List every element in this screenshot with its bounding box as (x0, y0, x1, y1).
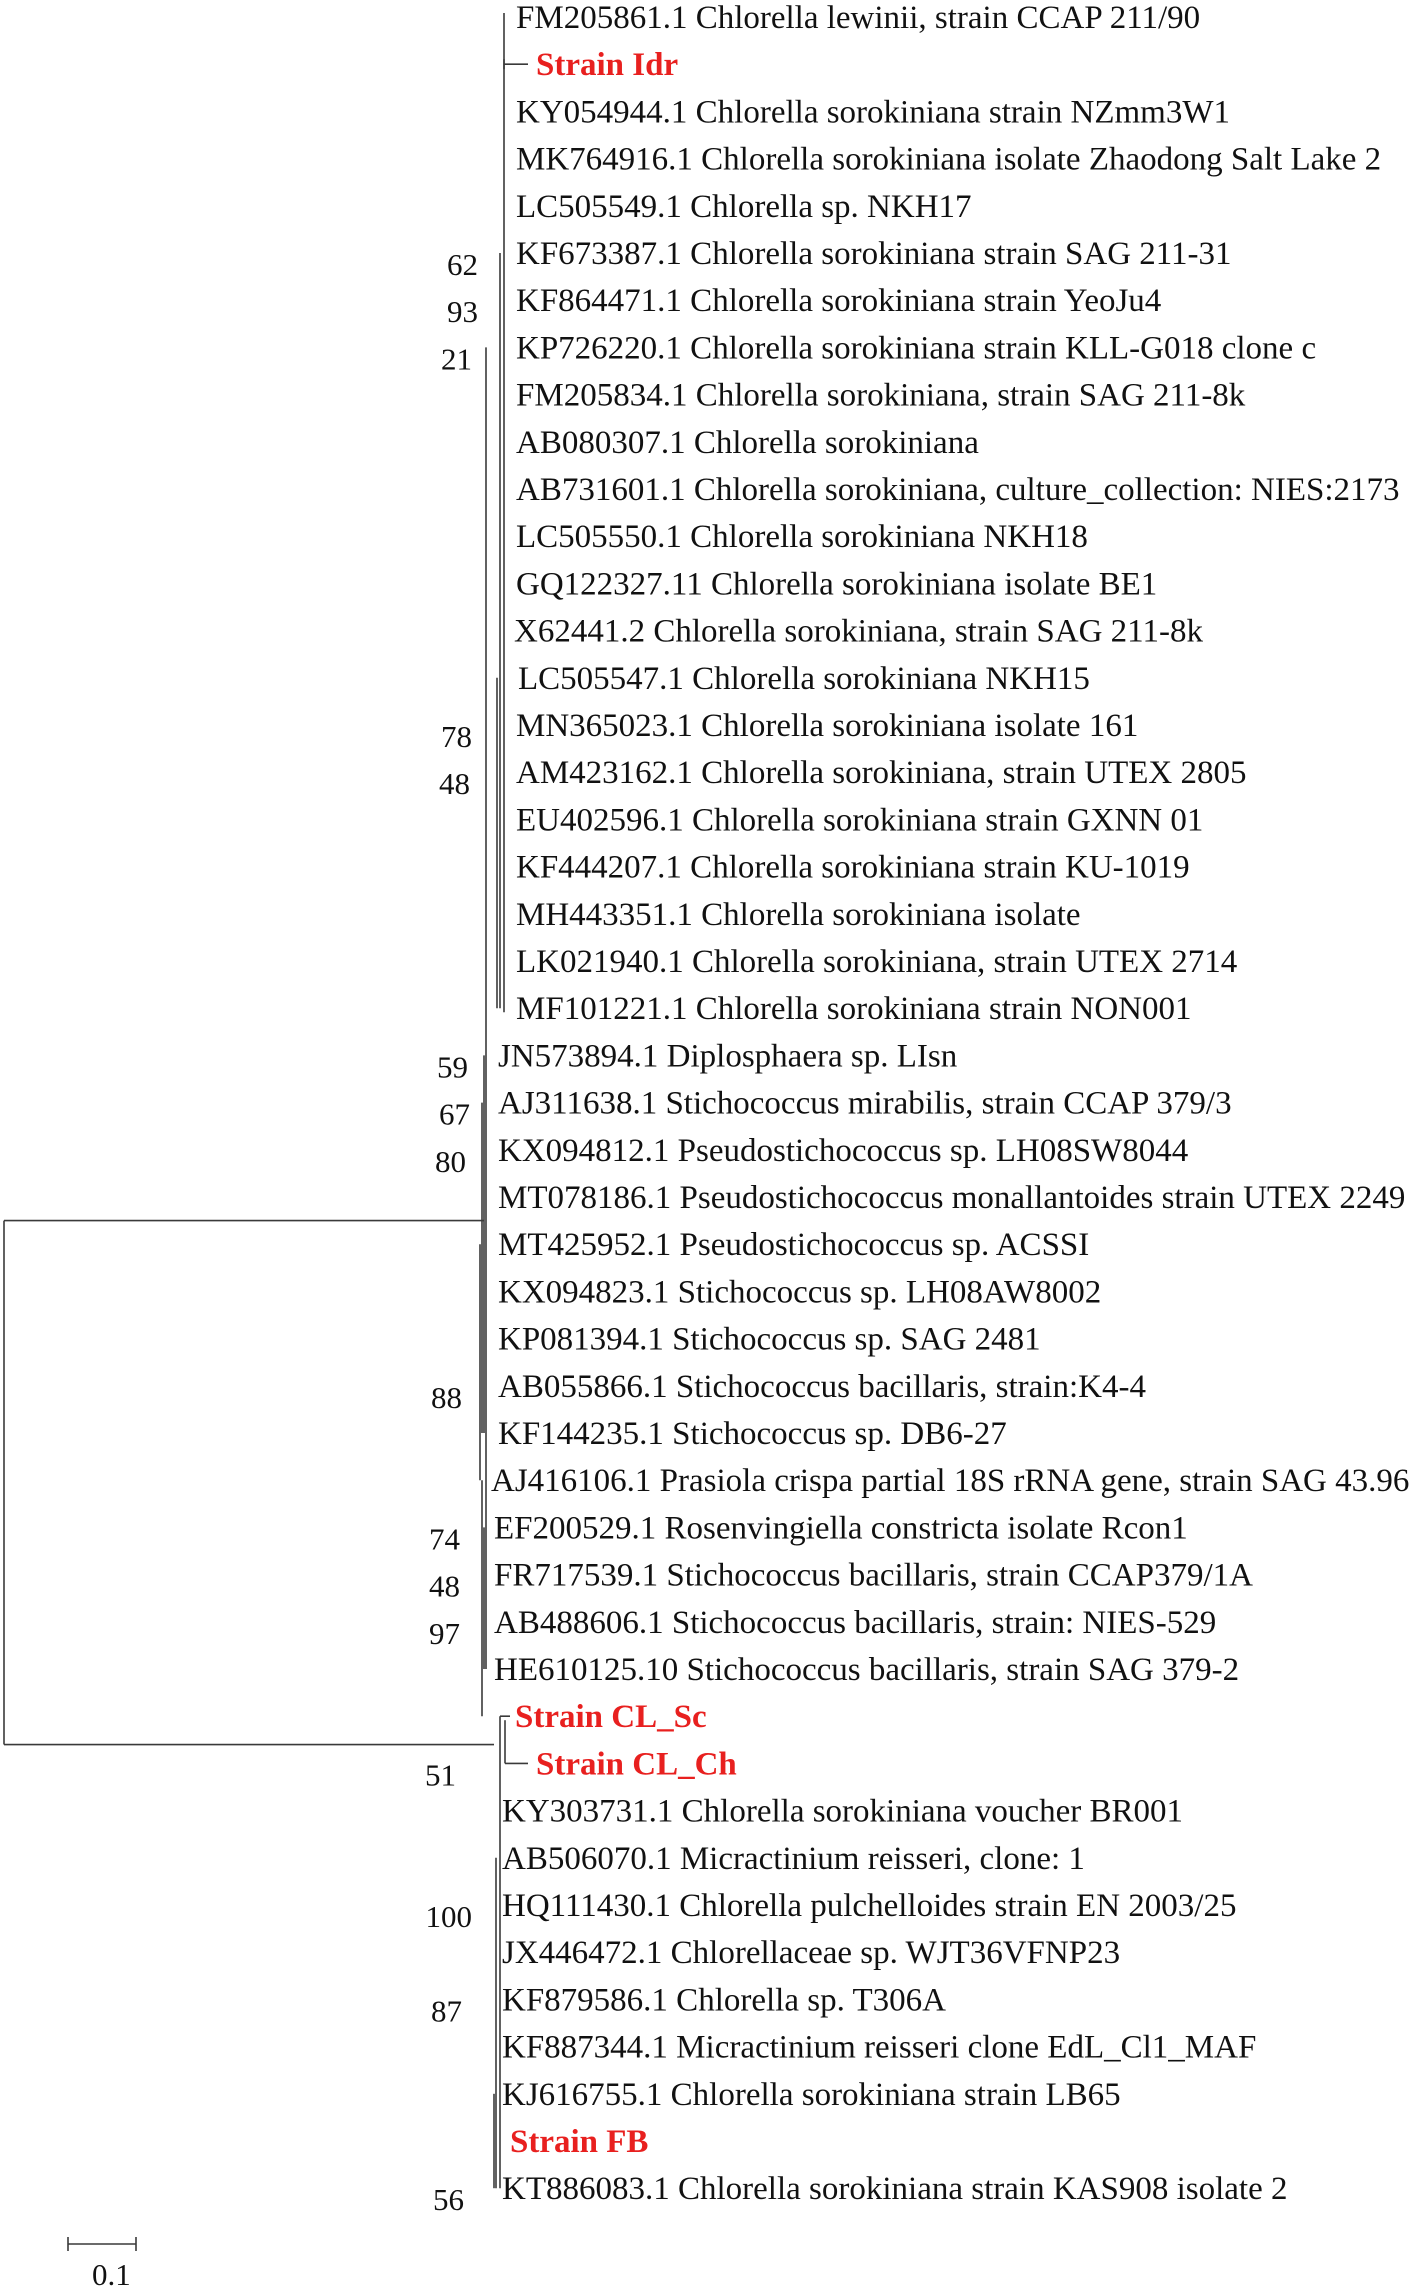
bootstrap-value: 78 (441, 719, 472, 754)
taxon-label: AB080307.1 Chlorella sorokiniana (516, 424, 979, 461)
bootstrap-value: 80 (435, 1143, 466, 1179)
taxon-label: MK764916.1 Chlorella sorokiniana isolate Zhaodong Salt Lake 2 (516, 141, 1382, 178)
taxon-label: MN365023.1 Chlorella sorokiniana isolate 161 (516, 708, 1139, 744)
taxon-label: AB055866.1 Stichococcus bacillaris, strain:K4-4 (498, 1368, 1146, 1405)
bootstrap-value: 100 (425, 1899, 472, 1934)
taxon-label: AB506070.1 Micractinium reisseri, clone: 1 (502, 1840, 1085, 1877)
taxon-label: LK021940.1 Chlorella sorokiniana, strain UTEX 2714 (516, 944, 1238, 980)
bootstrap-value: 48 (439, 766, 470, 802)
taxon-label: MH443351.1 Chlorella sorokiniana isolate (516, 896, 1081, 933)
bootstrap-value: 97 (429, 1615, 460, 1651)
taxon-label: EF200529.1 Rosenvingiella constricta isolate Rcon1 (494, 1510, 1188, 1547)
taxon-label: JN573894.1 Diplosphaera sp. LIsn (498, 1038, 958, 1075)
taxon-label: AM423162.1 Chlorella sorokiniana, strain UTEX 2805 (516, 755, 1247, 792)
taxon-label: MT425952.1 Pseudostichococcus sp. ACSSI (498, 1227, 1090, 1264)
taxon-label: FR717539.1 Stichococcus bacillaris, strain CCAP379/1A (494, 1557, 1253, 1594)
taxon-label: KX094812.1 Pseudostichococcus sp. LH08SW8044 (498, 1132, 1189, 1169)
taxon-label: LC505550.1 Chlorella sorokiniana NKH18 (516, 519, 1088, 556)
taxon-label: KF144235.1 Stichococcus sp. DB6-27 (498, 1416, 1007, 1452)
taxon-label: FM205834.1 Chlorella sorokiniana, strain SAG 211-8k (516, 377, 1246, 414)
bootstrap-value: 48 (429, 1568, 460, 1604)
taxon-label: KF887344.1 Micractinium reisseri clone EdL_Cl1_MAF (502, 2029, 1257, 2066)
bootstrap-value: 59 (437, 1049, 468, 1085)
taxon-label-highlighted: Strain CL_Ch (536, 1746, 737, 1783)
scale-bar (68, 2237, 136, 2290)
taxon-label: FM205861.1 Chlorella lewinii, strain CCAP 211/90 (516, 0, 1201, 36)
bootstrap-value: 21 (441, 341, 472, 377)
bootstrap-value: 74 (429, 1521, 460, 1557)
taxon-label-highlighted: Strain CL_Sc (515, 1699, 707, 1736)
taxon-label: AJ311638.1 Stichococcus mirabilis, strain CCAP 379/3 (498, 1085, 1232, 1122)
taxon-label: KF673387.1 Chlorella sorokiniana strain SAG 211-31 (516, 236, 1232, 272)
bootstrap-value: 87 (431, 1993, 462, 2029)
taxon-label: KP726220.1 Chlorella sorokiniana strain KLL-G018 clone c (516, 330, 1317, 367)
bootstrap-value: 88 (431, 1379, 462, 1415)
taxon-labels (491, 0, 1409, 2207)
taxon-label: KX094823.1 Stichococcus sp. LH08AW8002 (498, 1274, 1102, 1311)
bootstrap-value: 67 (439, 1096, 470, 1132)
taxon-label: JX446472.1 Chlorellaceae sp. WJT36VFNP23 (502, 1935, 1121, 1972)
taxon-label: AJ416106.1 Prasiola crispa partial 18S rRNA gene, strain SAG 43.96 (491, 1463, 1410, 1500)
taxon-label-highlighted: Strain Idr (536, 47, 679, 84)
taxon-label: AB731601.1 Chlorella sorokiniana, culture_collection: NIES:2173 (516, 472, 1400, 508)
bootstrap-value: 93 (447, 294, 478, 330)
taxon-label: KJ616755.1 Chlorella sorokiniana strain LB65 (502, 2076, 1121, 2113)
taxon-label: KF879586.1 Chlorella sp. T306A (502, 1982, 946, 2019)
taxon-label: KT886083.1 Chlorella sorokiniana strain KAS908 isolate 2 (502, 2171, 1288, 2208)
bootstrap-value: 56 (433, 2182, 464, 2218)
taxon-label: MF101221.1 Chlorella sorokiniana strain NON001 (516, 991, 1192, 1028)
taxon-label: GQ122327.11 Chlorella sorokiniana isolate BE1 (516, 566, 1158, 603)
bootstrap-value: 62 (447, 247, 478, 282)
bootstrap-values (425, 247, 478, 2217)
taxon-label: LC505547.1 Chlorella sorokiniana NKH15 (518, 660, 1090, 697)
taxon-label: KP081394.1 Stichococcus sp. SAG 2481 (498, 1321, 1041, 1358)
taxon-label: AB488606.1 Stichococcus bacillaris, strain: NIES-529 (494, 1604, 1217, 1641)
scale-bar-label: 0.1 (92, 2257, 131, 2290)
taxon-label: EU402596.1 Chlorella sorokiniana strain GXNN 01 (516, 802, 1204, 839)
bootstrap-value: 51 (425, 1757, 456, 1793)
taxon-label: HE610125.10 Stichococcus bacillaris, strain SAG 379-2 (494, 1652, 1240, 1688)
taxon-label: MT078186.1 Pseudostichococcus monallantoides strain UTEX 2249 (498, 1180, 1406, 1216)
taxon-label: KF864471.1 Chlorella sorokiniana strain YeoJu4 (516, 283, 1162, 320)
taxon-label-highlighted: Strain FB (510, 2124, 649, 2160)
taxon-label: X62441.2 Chlorella sorokiniana, strain SAG 211-8k (514, 613, 1203, 650)
taxon-label: KY303731.1 Chlorella sorokiniana voucher BR001 (502, 1793, 1183, 1830)
taxon-label: KY054944.1 Chlorella sorokiniana strain NZmm3W1 (516, 94, 1230, 131)
taxon-label: KF444207.1 Chlorella sorokiniana strain KU-1019 (516, 849, 1190, 886)
taxon-label: LC505549.1 Chlorella sp. NKH17 (516, 188, 972, 225)
taxon-label: HQ111430.1 Chlorella pulchelloides strain EN 2003/25 (502, 1888, 1237, 1924)
